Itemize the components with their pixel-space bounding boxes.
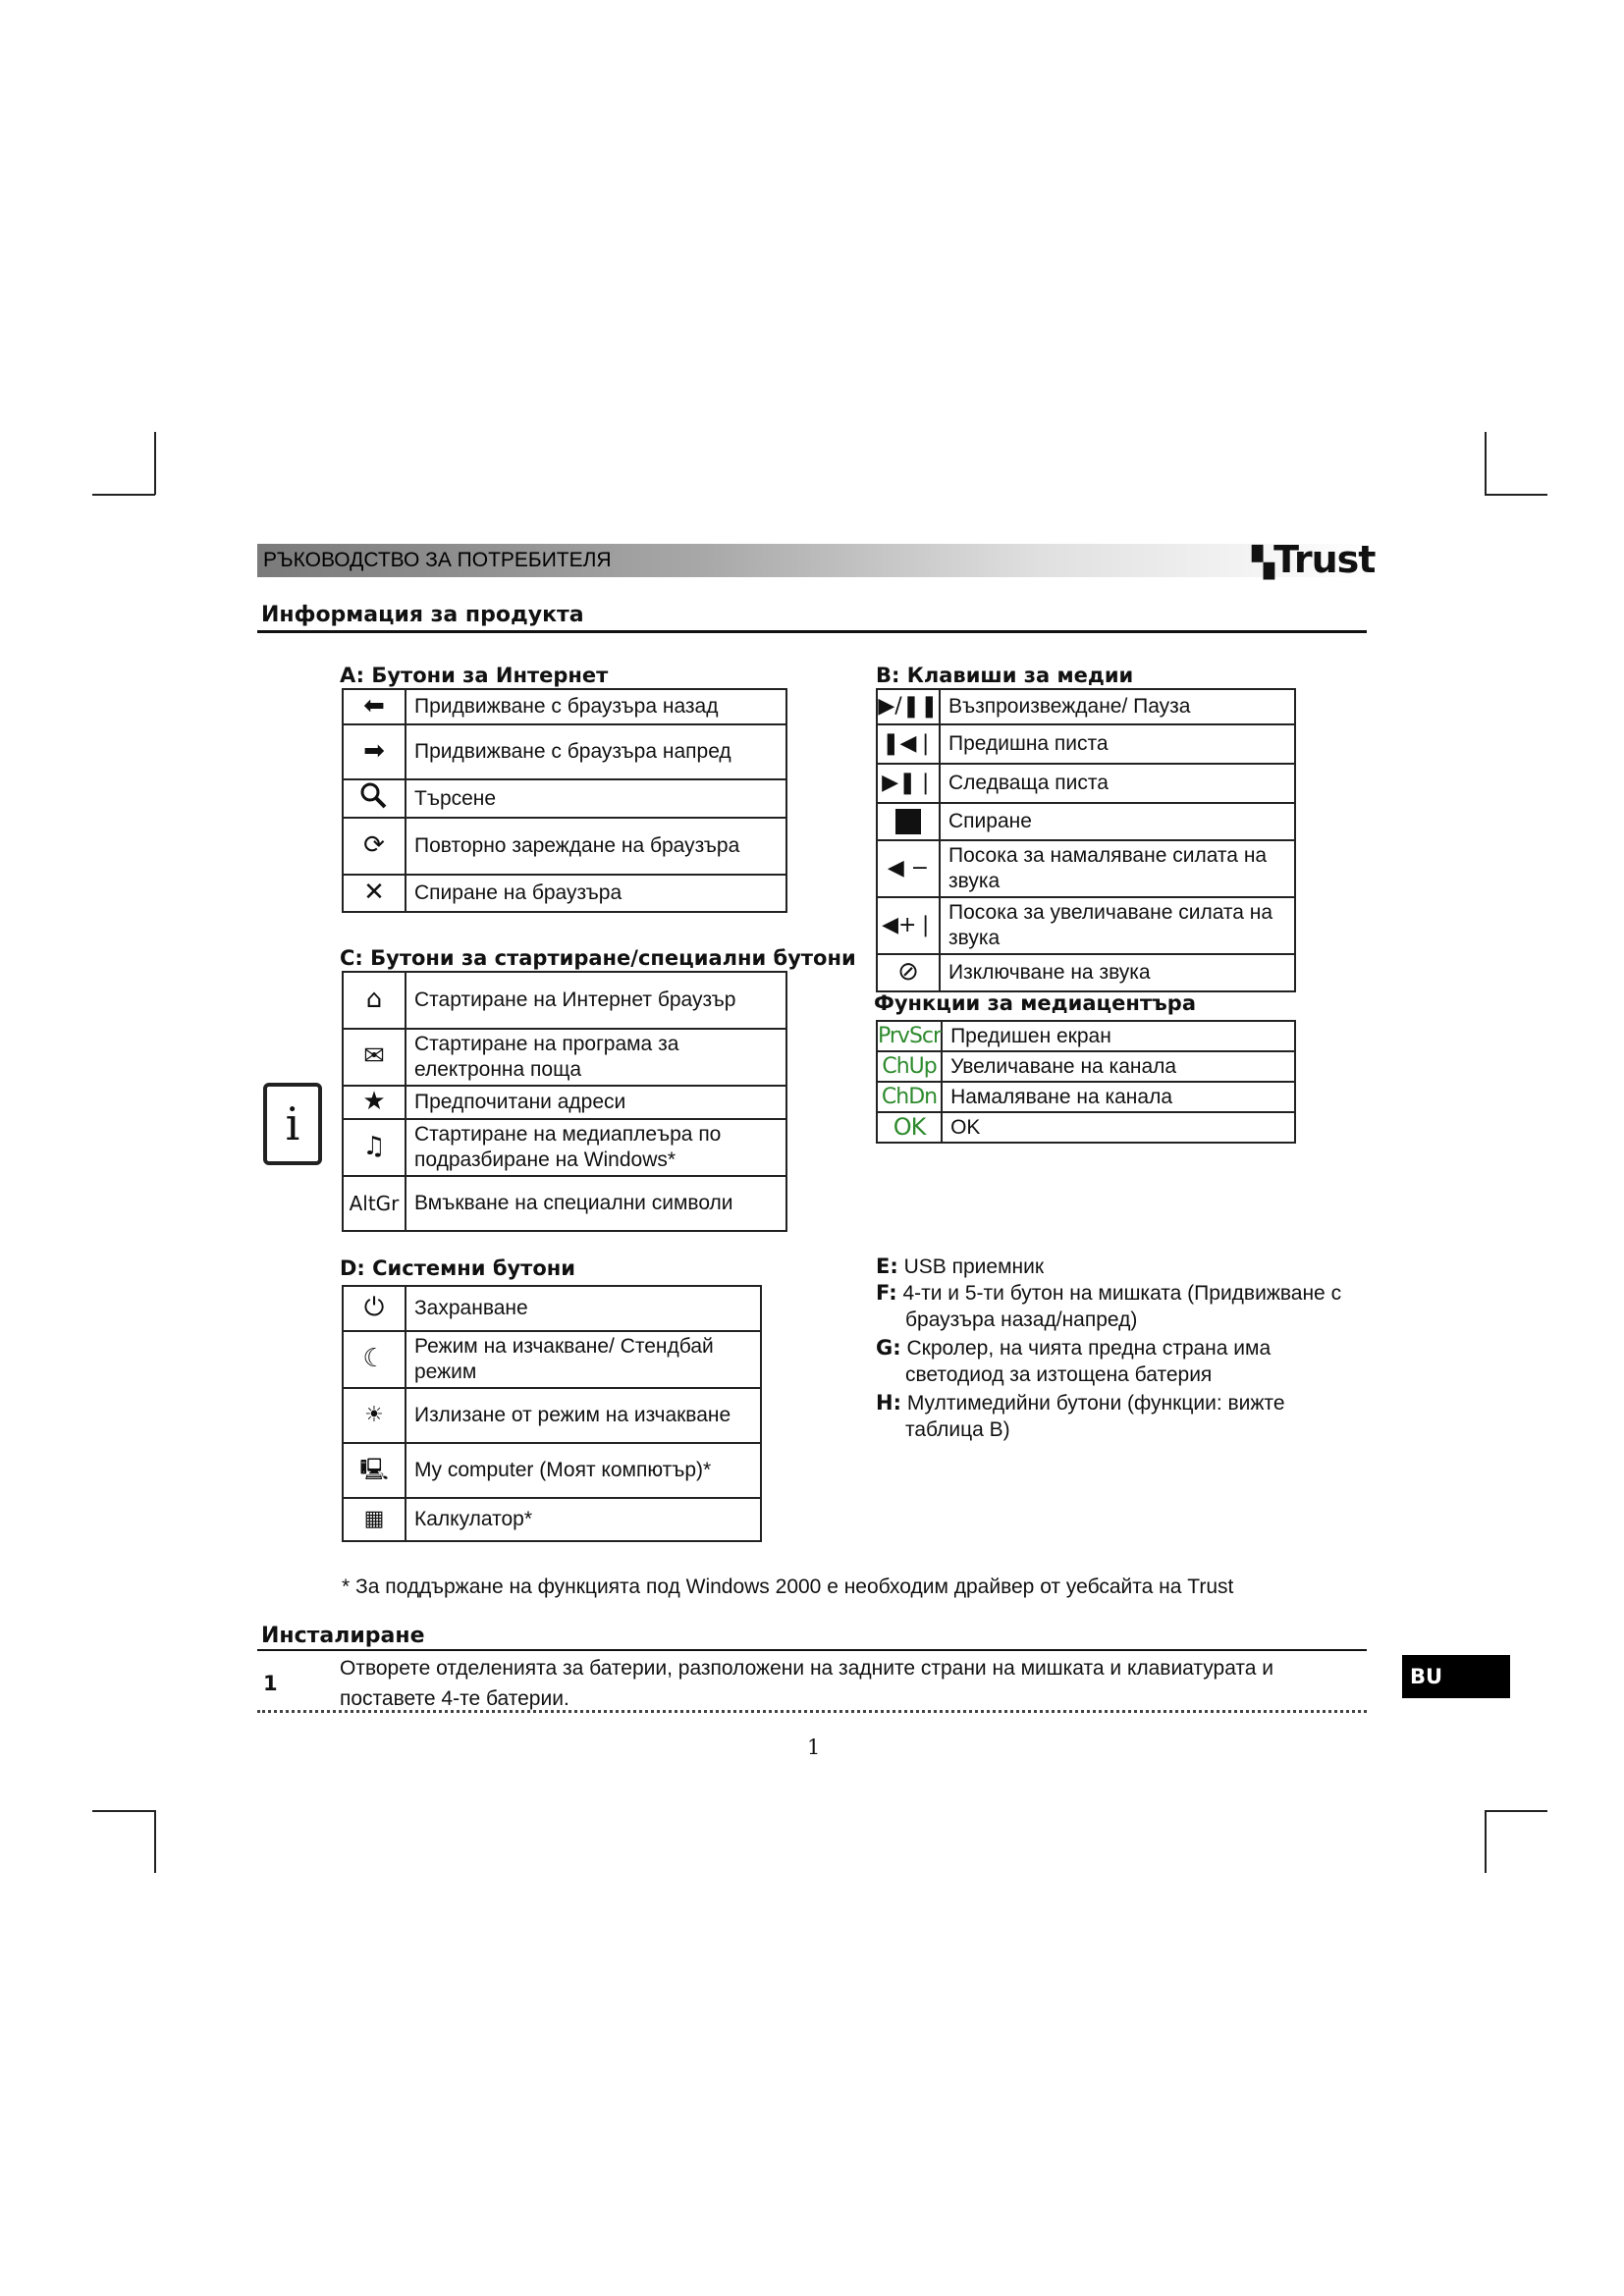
row-text: OK (942, 1112, 1295, 1143)
ok-key: OK (893, 1112, 926, 1141)
header-bar (257, 544, 1377, 577)
star-icon: ★ (362, 1087, 386, 1116)
footnote: * За поддържане на функцията под Windows 2000 е необходим драйвер от уебсайта на Trust (342, 1575, 1234, 1598)
row-text: Спиране (940, 803, 1295, 840)
close-icon: ✕ (363, 878, 385, 907)
table-row (343, 972, 786, 1029)
key-cell (877, 1021, 942, 1051)
row-text: Увеличаване на канала (942, 1051, 1295, 1082)
table-row (877, 803, 1295, 840)
language-tab: BU (1402, 1655, 1510, 1698)
table-b (876, 688, 1296, 992)
volume-down-icon: ◀ − (887, 856, 930, 881)
table-row (343, 1331, 761, 1388)
icon-cell (343, 1388, 406, 1443)
table-a (342, 688, 787, 913)
table-row (343, 1443, 761, 1498)
chup-key: ChUp (882, 1053, 937, 1079)
table-row (877, 724, 1295, 764)
install-step-text: Отворете отделенията за батерии, разположени на задните страни на мишката и клавиатурата и поставете 4-те батерии. (340, 1657, 1274, 1710)
row-text: Търсене (406, 779, 786, 818)
table-row (343, 724, 786, 779)
info-icon: i (263, 1083, 322, 1165)
calculator-icon: ▦ (363, 1507, 385, 1531)
crop-mark (154, 1810, 156, 1873)
row-text: Възпроизвеждане/ Пауза (940, 689, 1295, 724)
icon-cell (343, 1331, 406, 1388)
altgr-icon: AltGr (349, 1191, 400, 1215)
power-icon: ⏻ (363, 1293, 385, 1322)
section-title-product: Информация за продукта (261, 603, 584, 627)
row-text: Предпочитани адреси (406, 1086, 786, 1119)
table-mc-title: Функции за медиацентъра (874, 991, 1196, 1015)
wake-sun-icon: ☀ (364, 1403, 384, 1427)
crop-mark (1485, 1810, 1547, 1812)
forward-arrow-icon: ➡ (363, 736, 385, 766)
row-text: Посока за намаляване силата на звука (940, 840, 1295, 897)
back-arrow-icon: ⬅ (363, 691, 385, 721)
row-text: Стартиране на медиаплеъра по подразбиране на Windows* (406, 1119, 786, 1176)
table-row (877, 1021, 1295, 1051)
icon-cell (343, 1498, 406, 1541)
icon-cell (877, 840, 940, 897)
icon-cell (343, 875, 406, 912)
prvscr-key: PrvScr (878, 1023, 942, 1048)
icon-cell (877, 764, 940, 803)
table-d (342, 1285, 762, 1542)
step-divider (257, 1710, 1367, 1713)
row-text: Излизане от режим на изчакване (406, 1388, 761, 1443)
stop-icon (895, 809, 921, 834)
legend-label: E: (876, 1255, 898, 1278)
table-b-title: B: Клавиши за медии (876, 664, 1134, 687)
icon-cell (343, 1176, 406, 1231)
table-a-title: A: Бутони за Интернет (340, 664, 609, 687)
row-text: Предишна писта (940, 724, 1295, 764)
icon-cell (343, 1029, 406, 1086)
key-cell (877, 1112, 942, 1143)
brand-logo (1252, 538, 1375, 581)
icon-cell (877, 803, 940, 840)
table-row (343, 1086, 786, 1119)
table-row (877, 1051, 1295, 1082)
icon-cell (343, 724, 406, 779)
row-text: Стартиране на Интернет браузър (406, 972, 786, 1029)
section-rule (257, 1649, 1367, 1651)
row-text: Придвижване с браузъра напред (406, 724, 786, 779)
manual-title: РЪКОВОДСТВО ЗА ПОТРЕБИТЕЛЯ (263, 549, 612, 571)
legend-label: H: (876, 1391, 901, 1415)
refresh-icon: ⟳ (363, 830, 385, 860)
row-text: Намаляване на канала (942, 1082, 1295, 1112)
mute-icon: ⊘ (897, 957, 919, 987)
icon-cell (343, 1286, 406, 1331)
legend-text: Скролер, на чията предна страна има светодиод за изтощена батерия (905, 1337, 1272, 1386)
row-text: Режим на изчакване/ Стендбай режим (406, 1331, 761, 1388)
table-row (877, 1112, 1295, 1143)
icon-cell (343, 818, 406, 875)
icon-cell (877, 724, 940, 764)
table-row (343, 689, 786, 724)
next-track-icon: ▶❚❘ (882, 771, 935, 795)
table-c (342, 971, 787, 1232)
icon-cell (343, 972, 406, 1029)
chdn-key: ChDn (881, 1084, 938, 1109)
table-row (877, 897, 1295, 954)
legend-h (876, 1390, 1347, 1443)
install-step-number: 1 (263, 1672, 278, 1695)
table-row (343, 779, 786, 818)
legend-g (876, 1335, 1327, 1388)
table-row (343, 818, 786, 875)
table-row (343, 1498, 761, 1541)
icon-cell (343, 1443, 406, 1498)
row-text: Изключване на звука (940, 954, 1295, 991)
table-c-title: C: Бутони за стартиране/специални бутони (340, 946, 856, 970)
music-note-icon: ♫ (362, 1132, 386, 1161)
volume-up-icon: ◀+❘ (882, 913, 935, 937)
icon-cell (877, 954, 940, 991)
row-text: Повторно зареждане на браузъра (406, 818, 786, 875)
section-rule (257, 630, 1367, 633)
crop-mark (92, 494, 155, 496)
computer-icon: 🖳 (359, 1458, 389, 1482)
row-text: Посока за увеличаване силата на звука (940, 897, 1295, 954)
legend-f (876, 1280, 1347, 1333)
table-row (877, 689, 1295, 724)
legend-text: USB приемник (903, 1255, 1045, 1278)
section-title-install: Инсталиране (261, 1624, 425, 1648)
row-text: Придвижване с браузъра назад (406, 689, 786, 724)
legend-e (876, 1254, 1347, 1280)
table-row (877, 764, 1295, 803)
table-d-title: D: Системни бутони (340, 1256, 576, 1280)
crop-mark (154, 432, 156, 495)
crop-mark (1485, 494, 1547, 496)
crop-mark (1485, 1810, 1487, 1873)
table-row (343, 1176, 786, 1231)
row-text: Вмъкване на специални символи (406, 1176, 786, 1231)
icon-cell (343, 689, 406, 724)
crop-mark (92, 1810, 155, 1812)
legend-text: 4-ти и 5-ти бутон на мишката (Придвижване с браузъра назад/напред) (902, 1282, 1342, 1331)
home-icon: ⌂ (365, 985, 383, 1014)
table-media-center (876, 1020, 1296, 1144)
row-text: Следваща писта (940, 764, 1295, 803)
table-row (343, 1286, 761, 1331)
brand-logo-mark: ▚ (1252, 546, 1274, 580)
legend-text: Мултимедийни бутони (функции: вижте таблица B) (905, 1392, 1285, 1441)
row-text: Предишен екран (942, 1021, 1295, 1051)
brand-name: Trust (1273, 538, 1376, 581)
row-text: Спиране на браузъра (406, 875, 786, 912)
icon-cell (343, 779, 406, 818)
table-row (343, 1119, 786, 1176)
key-cell (877, 1051, 942, 1082)
legend-label: G: (876, 1336, 901, 1360)
table-row (343, 1029, 786, 1086)
play-pause-icon: ▶/❚❚ (878, 694, 939, 719)
search-icon (358, 780, 390, 810)
page-number: 1 (807, 1735, 821, 1759)
key-cell (877, 1082, 942, 1112)
crop-mark (1485, 432, 1487, 495)
icon-cell (343, 1119, 406, 1176)
icon-cell (877, 689, 940, 724)
previous-track-icon: ❚◀❘ (882, 731, 935, 756)
row-text: Калкулатор* (406, 1498, 761, 1541)
table-row (343, 875, 786, 912)
icon-cell (877, 897, 940, 954)
mail-icon: ✉ (363, 1041, 385, 1071)
row-text: Стартиране на програма за електронна поща (406, 1029, 786, 1086)
icon-cell (343, 1086, 406, 1119)
sleep-moon-icon: ☾ (362, 1344, 386, 1373)
row-text: Захранване (406, 1286, 761, 1331)
legend-label: F: (876, 1281, 897, 1305)
row-text: My computer (Моят компютър)* (406, 1443, 761, 1498)
table-row (877, 1082, 1295, 1112)
table-row (877, 840, 1295, 897)
table-row (877, 954, 1295, 991)
table-row (343, 1388, 761, 1443)
